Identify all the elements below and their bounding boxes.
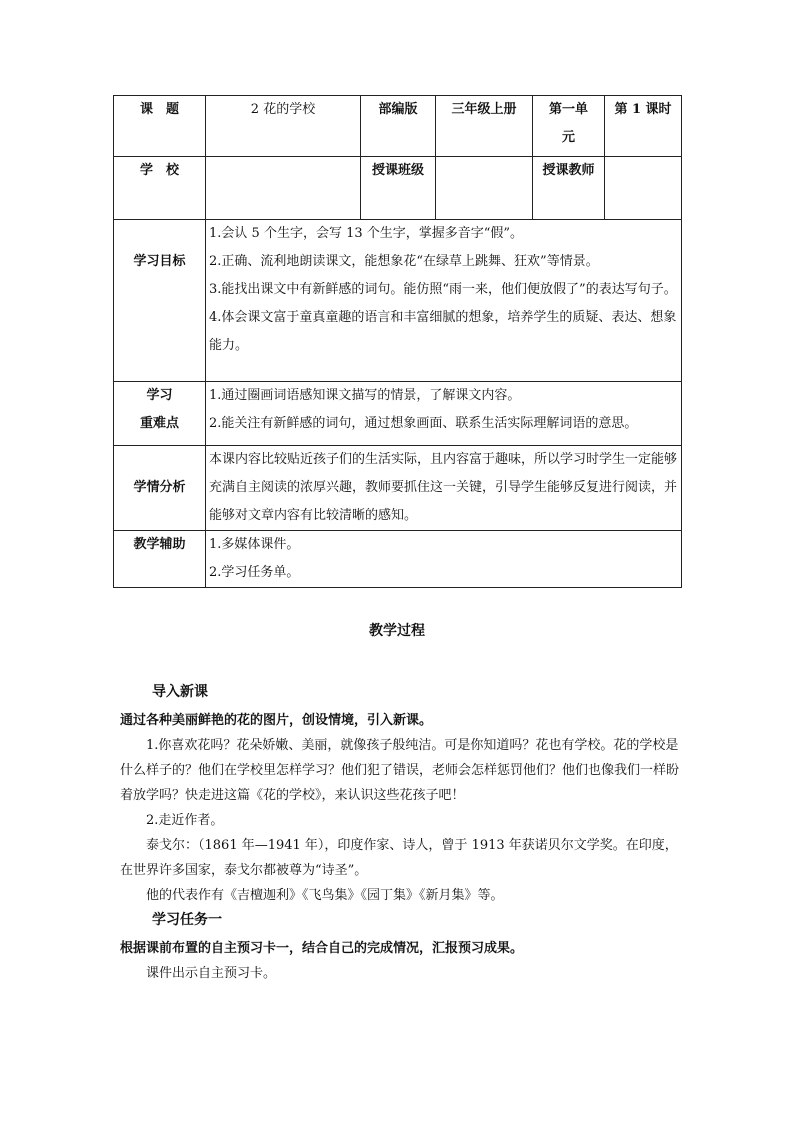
period-cell: 第 1 课时: [605, 96, 682, 157]
lesson-title: 2 花的学校: [206, 96, 361, 157]
key-points-label-line1: 学习: [146, 388, 173, 403]
class-value: [436, 157, 533, 220]
key-point-item: 1.通过圈画词语感知课文描写的情景，了解课文内容。: [209, 388, 521, 403]
edition-cell: 部编版: [361, 96, 436, 157]
aids-content: [206, 531, 682, 588]
goals-content: [206, 220, 682, 382]
lesson-plan-table: [113, 95, 682, 588]
aid-item: 2.学习任务单。: [209, 565, 300, 580]
analysis-content: 本课内容比较贴近孩子们的生活实际，且内容富于趣味，所以学习时学生一定能够充满自主阅读的浓厚兴趣，教师要抓住这一关键，引导学生能够反复进行阅读，并能够对文章内容有比较清晰的感知。: [206, 446, 682, 531]
key-point-item: 2.能关注有新鲜感的词句，通过想象画面、联系生活实际理解词语的意思。: [209, 416, 638, 431]
key-points-content: [206, 382, 682, 446]
topic-label: 课 题: [114, 96, 206, 157]
table-row: [114, 531, 682, 588]
task1-paragraph: 课件出示自主预习卡。: [146, 966, 277, 981]
intro-lead: 通过各种美丽鲜艳的花的图片，创设情境，引入新课。: [120, 713, 433, 728]
goals-label: 学习目标: [114, 220, 206, 382]
process-body: [120, 680, 680, 986]
intro-paragraph: 泰戈尔：（1861 年—1941 年），印度作家、诗人，曾于 1913 年获诺贝尔文学奖。在印度，在世界许多国家，泰戈尔都被尊为“诗圣”。: [120, 838, 678, 878]
analysis-label: 学情分析: [114, 446, 206, 531]
class-label: 授课班级: [361, 157, 436, 220]
goal-item: 2.正确、流利地朗读课文，能想象花“在绿草上跳舞、狂欢”等情景。: [209, 254, 599, 269]
task1-heading: 学习任务一: [152, 912, 222, 928]
key-points-label-line2: 重难点: [139, 416, 179, 431]
process-title: 教学过程: [369, 623, 425, 639]
intro-paragraph: 2.走近作者。: [146, 813, 224, 828]
aid-item: 1.多媒体课件。: [209, 537, 300, 552]
table-row: [114, 220, 682, 382]
goal-item: 1.会认 5 个生字，会写 13 个生字，掌握多音字“假”。: [209, 226, 524, 241]
grade-cell: 三年级上册: [436, 96, 533, 157]
table-row: [114, 446, 682, 531]
goal-item: 3.能找出课文中有新鲜感的词句。能仿照“雨一来，他们便放假了”的表达写句子。: [209, 282, 677, 297]
table-row: [114, 157, 682, 220]
school-value: [206, 157, 361, 220]
school-label: 学 校: [114, 157, 206, 220]
intro-heading: 导入新课: [152, 684, 208, 700]
goal-item: 4.体会课文富于童真童趣的语言和丰富细腻的想象，培养学生的质疑、表达、想象能力。: [209, 310, 677, 353]
key-points-label: [114, 382, 206, 446]
teacher-label: 授课教师: [533, 157, 605, 220]
table-row: [114, 96, 682, 157]
aids-label: 教学辅助: [114, 531, 206, 588]
table-row: [114, 382, 682, 446]
task1-lead: 根据课前布置的自主预习卡一，结合自己的完成情况，汇报预习成果。: [120, 941, 524, 956]
teacher-value: [605, 157, 682, 220]
intro-paragraph: 1.你喜欢花吗？花朵娇嫩、美丽，就像孩子般纯洁。可是你知道吗？花也有学校。花的学校是什么样子的？他们在学校里怎样学习？他们犯了错误，老师会怎样惩罚他们？他们也像我们一样盼着放学吗？快走进这篇《花的学校》，来认识这些花孩子吧！: [120, 738, 680, 803]
intro-paragraph: 他的代表作有《吉檀迦利》《飞鸟集》《园丁集》《新月集》等。: [146, 888, 504, 903]
unit-cell: 第一单元: [533, 96, 605, 157]
